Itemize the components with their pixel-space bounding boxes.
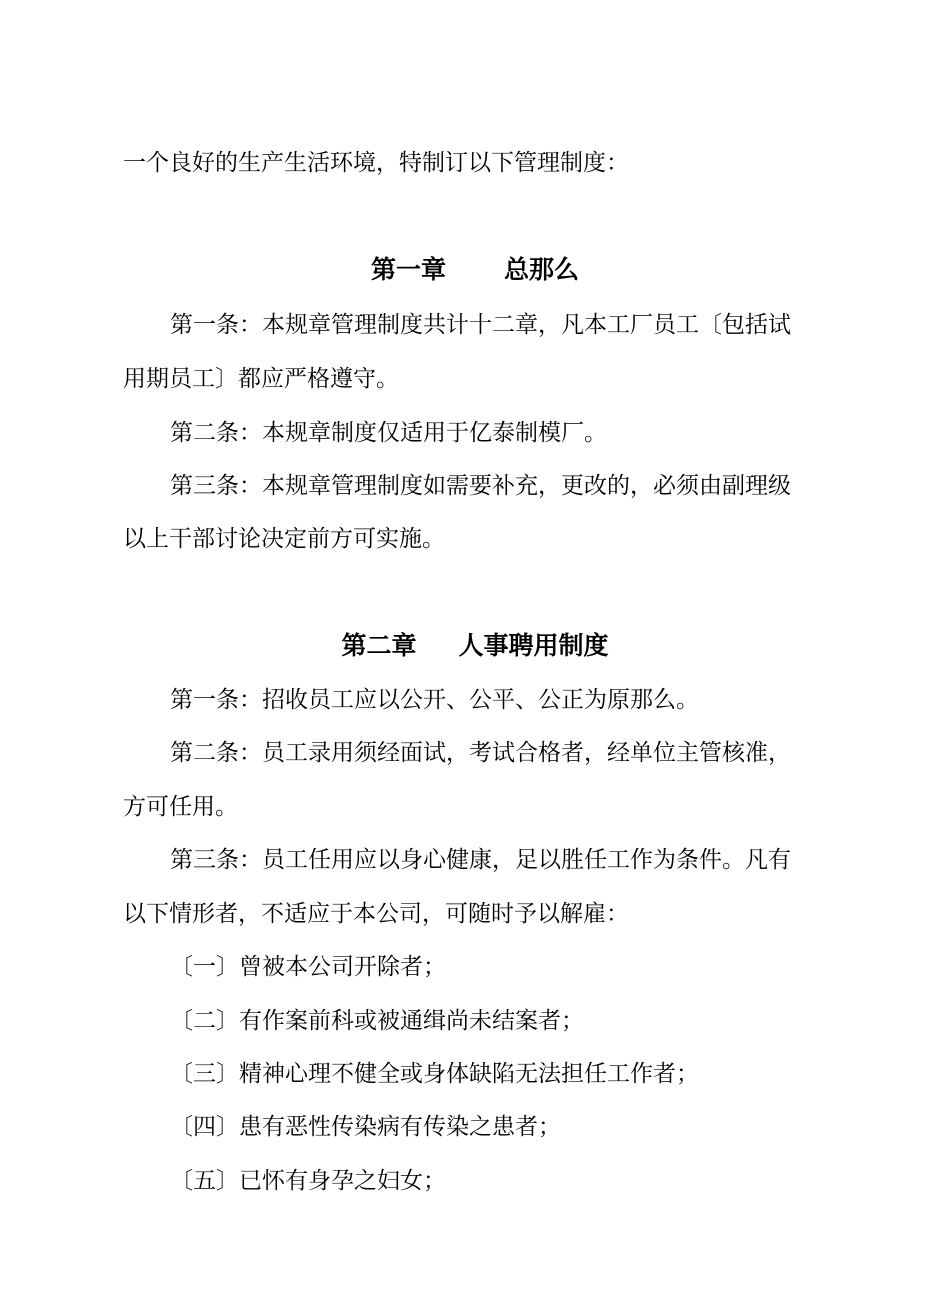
chapter-2-number: 第二章 [341, 631, 417, 660]
chapter-2-heading [0, 631, 950, 661]
chapter-1-article-2-line-1: 第二条：本规章制度仅适用于亿泰制模厂。 [170, 420, 607, 446]
chapter-1-article-1-line-2: 用期员工〕都应严格遵守。 [123, 366, 399, 392]
chapter-2-article-2-line-2: 方可任用。 [123, 794, 238, 820]
chapter-2-item-3: 〔三〕精神心理不健全或身体缺陷无法担任工作者； [170, 1061, 699, 1087]
chapter-1-article-3-line-1: 第三条：本规章管理制度如需要补充，更改的，必须由副理级 [170, 473, 791, 499]
chapter-2-article-2-line-1: 第二条：员工录用须经面试，考试合格者，经单位主管核准， [170, 740, 791, 766]
chapter-2-item-1: 〔一〕曾被本公司开除者； [170, 954, 446, 980]
chapter-2-item-2: 〔二〕有作案前科或被通缉尚未结案者； [170, 1008, 584, 1034]
chapter-2-article-3-line-1: 第三条：员工任用应以身心健康，足以胜任工作为条件。凡有 [170, 847, 791, 873]
chapter-1-title: 总那么 [504, 255, 580, 284]
chapter-2-item-5: 〔五〕已怀有身孕之妇女； [170, 1168, 446, 1194]
chapter-1-article-3-line-2: 以上干部讨论决定前方可实施。 [123, 526, 445, 552]
chapter-2-article-3-line-2: 以下情形者，不适应于本公司，可随时予以解雇： [123, 901, 629, 927]
chapter-2-item-4: 〔四〕患有恶性传染病有传染之患者； [170, 1114, 561, 1140]
chapter-2-title: 人事聘用制度 [458, 631, 609, 660]
chapter-1-heading [0, 255, 950, 285]
chapter-2-article-1-line-1: 第一条：招收员工应以公开、公平、公正为原那么。 [170, 687, 699, 713]
chapter-1-article-1-line-1: 第一条：本规章管理制度共计十二章，凡本工厂员工〔包括试 [170, 312, 791, 338]
chapter-1-number: 第一章 [370, 255, 446, 284]
intro-line: 一个良好的生产生活环境，特制订以下管理制度： [123, 150, 629, 176]
